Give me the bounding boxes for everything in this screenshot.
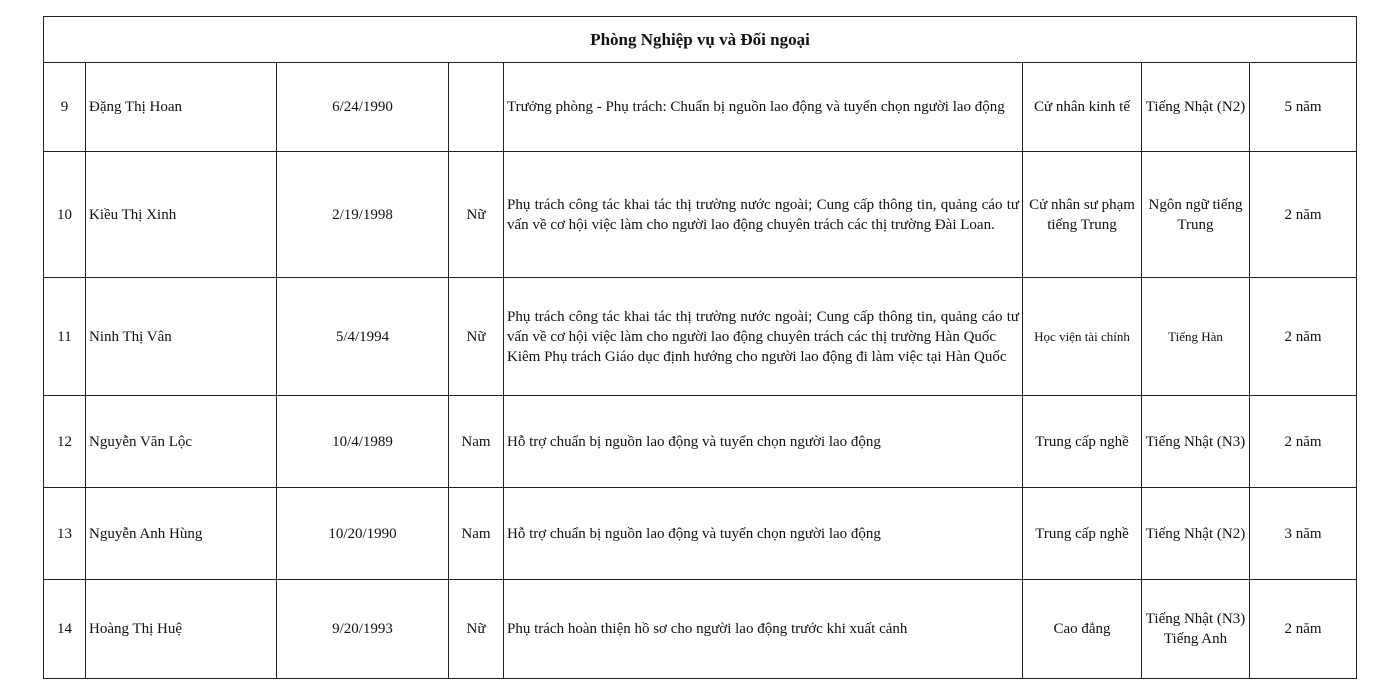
duty-line: Hỗ trợ chuẩn bị nguồn lao động và tuyển chọn người lao động (507, 525, 881, 542)
job-duty (504, 580, 1023, 679)
language-line: Tiếng Nhật (N3) (1145, 433, 1246, 450)
row-number: 11 (44, 278, 86, 396)
gender (449, 63, 504, 152)
language-line: Tiếng Anh (1163, 631, 1228, 647)
duty-line: Hỗ trợ chuẩn bị nguồn lao động và tuyển chọn người lao động (507, 433, 881, 450)
job-duty (504, 396, 1023, 488)
language-skill (1142, 152, 1250, 278)
language-line: Tiếng Nhật (N3) (1145, 611, 1246, 627)
employee-name: Nguyễn Anh Hùng (86, 488, 277, 580)
gender: Nam (449, 396, 504, 488)
language-skill (1142, 580, 1250, 679)
language-skill (1142, 63, 1250, 152)
experience: 2 năm (1250, 278, 1357, 396)
experience: 2 năm (1250, 152, 1357, 278)
education: Cao đẳng (1023, 580, 1142, 679)
gender: Nữ (449, 152, 504, 278)
duty-line: Trưởng phòng - Phụ trách: Chuẩn bị nguồn lao động và tuyển chọn người lao động (507, 99, 1005, 115)
row-number: 13 (44, 488, 86, 580)
gender: Nam (449, 488, 504, 580)
gender: Nữ (449, 278, 504, 396)
section-title: Phòng Nghiệp vụ và Đối ngoại (44, 17, 1357, 63)
language-line: Tiếng Hàn (1168, 328, 1223, 344)
employee-name: Đặng Thị Hoan (86, 63, 277, 152)
staff-table (43, 16, 1357, 679)
job-duty (504, 63, 1023, 152)
row-number: 12 (44, 396, 86, 488)
education: Cử nhân kinh tế (1023, 63, 1142, 152)
row-number: 14 (44, 580, 86, 679)
table-row (44, 488, 1357, 580)
section-header-row (44, 17, 1357, 63)
employee-name: Kiều Thị Xinh (86, 152, 277, 278)
table-row (44, 63, 1357, 152)
birth-date: 6/24/1990 (277, 63, 449, 152)
birth-date: 10/20/1990 (277, 488, 449, 580)
experience: 2 năm (1250, 580, 1357, 679)
employee-name: Nguyễn Văn Lộc (86, 396, 277, 488)
education: Học viện tài chính (1023, 278, 1142, 396)
duty-line: Phụ trách công tác khai tác thị trường nước ngoài; Cung cấp thông tin, quảng cáo tư vấn về cơ hội việc làm cho người lao động chuyên trách các thị trường Đài Loan. (507, 196, 1019, 233)
table-row (44, 152, 1357, 278)
job-duty (504, 152, 1023, 278)
employee-name: Ninh Thị Vân (86, 278, 277, 396)
experience: 3 năm (1250, 488, 1357, 580)
birth-date: 10/4/1989 (277, 396, 449, 488)
row-number: 9 (44, 63, 86, 152)
experience: 2 năm (1250, 396, 1357, 488)
table-row (44, 278, 1357, 396)
education: Cử nhân sư phạm tiếng Trung (1023, 152, 1142, 278)
row-number: 10 (44, 152, 86, 278)
duty-line: Phụ trách hoàn thiện hồ sơ cho người lao động trước khi xuất cảnh (507, 621, 908, 637)
education: Trung cấp nghề (1023, 396, 1142, 488)
job-duty (504, 278, 1023, 396)
job-duty (504, 488, 1023, 580)
birth-date: 2/19/1998 (277, 152, 449, 278)
language-line: Tiếng Nhật (N2) (1145, 99, 1246, 115)
duty-line: Kiêm Phụ trách Giáo dục định hướng cho người lao động đi làm việc tại Hàn Quốc (507, 348, 1007, 365)
language-skill (1142, 278, 1250, 396)
birth-date: 5/4/1994 (277, 278, 449, 396)
employee-name: Hoàng Thị Huệ (86, 580, 277, 679)
birth-date: 9/20/1993 (277, 580, 449, 679)
language-skill (1142, 488, 1250, 580)
education: Trung cấp nghề (1023, 488, 1142, 580)
table-row (44, 396, 1357, 488)
table-row (44, 580, 1357, 679)
language-line: Ngôn ngữ tiếng Trung (1148, 196, 1243, 233)
gender: Nữ (449, 580, 504, 679)
duty-line: Phụ trách công tác khai tác thị trường nước ngoài; Cung cấp thông tin, quảng cáo tư vấn về cơ hội việc làm cho người lao động chuyên trách các thị trường Hàn Quốc (507, 308, 1019, 345)
language-line: Tiếng Nhật (N2) (1145, 525, 1246, 542)
experience: 5 năm (1250, 63, 1357, 152)
language-skill (1142, 396, 1250, 488)
